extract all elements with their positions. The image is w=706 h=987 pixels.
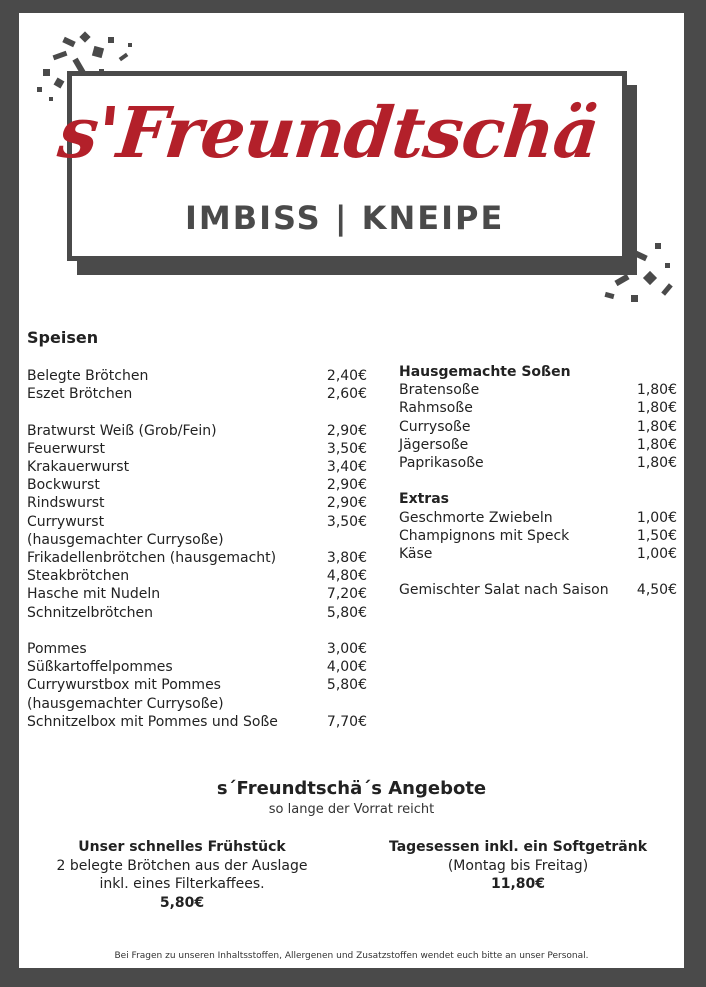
offer-breakfast	[47, 838, 317, 912]
menu-item-price: 1,00€	[636, 509, 677, 526]
menu-item-price: 7,70€	[326, 713, 367, 730]
menu-item-price: 3,80€	[326, 550, 367, 567]
menu-item-price: 4,00€	[326, 659, 367, 676]
logo-title: s'Freundtschä	[54, 91, 603, 174]
offer-daily-meal	[384, 838, 652, 894]
menu-item-name: Schnitzelbrötchen	[27, 604, 154, 621]
menu-item	[27, 513, 367, 531]
menu-item-name: Paprikasoße	[399, 455, 484, 472]
menu-item	[399, 545, 677, 563]
logo	[19, 13, 684, 323]
menu-item-name: Hasche mit Nudeln	[27, 586, 161, 603]
menu-item-price: 2,90€	[326, 477, 367, 494]
menu-item-name: Currywurst	[27, 513, 105, 530]
offer-daily-price: 11,80€	[490, 876, 546, 892]
menu-item	[27, 567, 367, 585]
menu-item	[27, 676, 367, 694]
menu-item-name: Eszet Brötchen	[27, 386, 133, 403]
menu-item-name: (hausgemachter Currysoße)	[27, 531, 224, 548]
menu-item-price: 1,80€	[636, 418, 677, 435]
menu-item-price: 2,90€	[326, 495, 367, 512]
offer-daily-line1: (Montag bis Freitag)	[447, 857, 589, 874]
menu-item-name: (hausgemachter Currysoße)	[27, 695, 224, 712]
menu-item-name: Krakauerwurst	[27, 459, 130, 475]
spacer	[399, 563, 677, 581]
menu-item	[399, 581, 677, 599]
splatter-decoration-bottom-right	[595, 233, 685, 313]
menu-item	[27, 385, 367, 403]
spacer	[27, 622, 367, 640]
allergen-footer-note: Bei Fragen zu unseren Inhaltsstoffen, Allergenen und Zusatzstoffen wendet euch bitte an unser Personal.	[114, 951, 589, 961]
menu-item	[27, 494, 367, 512]
offers-subtitle: so lange der Vorrat reicht	[268, 802, 435, 817]
menu-item	[399, 436, 677, 454]
menu-item-price: 1,80€	[636, 382, 677, 399]
menu-item-price: 1,80€	[636, 436, 677, 453]
menu-item-name: Currywurstbox mit Pommes	[27, 677, 221, 694]
menu-item-name: Steakbrötchen	[27, 568, 130, 585]
menu-item-price: 3,50€	[326, 513, 367, 530]
menu-item-price: 2,40€	[326, 368, 367, 384]
menu-item-price: 2,90€	[326, 422, 367, 439]
menu-item-name: Bratwurst Weiß (Grob/Fein)	[27, 422, 217, 439]
offer-breakfast-line1: 2 belegte Brötchen aus der Auslage	[56, 857, 308, 874]
menu-item-name: Frikadellenbrötchen (hausgemacht)	[27, 550, 277, 567]
menu-item	[27, 458, 367, 476]
menu-item	[399, 454, 677, 472]
menu-item	[399, 418, 677, 436]
menu-item-name: Gemischter Salat nach Saison	[399, 582, 609, 599]
menu-item-price: 5,80€	[326, 604, 367, 621]
menu-page	[19, 13, 684, 968]
menu-item-name: Rindswurst	[27, 495, 105, 512]
menu-item-price: 1,50€	[636, 527, 677, 544]
menu-item	[27, 713, 367, 731]
menu-item	[27, 549, 367, 567]
menu-item-price: 1,00€	[636, 546, 677, 563]
menu-item	[27, 440, 367, 458]
menu-item-price: 4,80€	[326, 568, 367, 585]
menu-item-price: 3,00€	[326, 641, 367, 658]
menu-item-price: 2,60€	[326, 386, 367, 403]
menu-item-name: Bratensoße	[399, 382, 480, 399]
menu-item	[399, 527, 677, 545]
menu-item	[27, 367, 367, 385]
menu-item-price: 7,20€	[326, 586, 367, 603]
menu-item	[27, 658, 367, 676]
logo-subtitle: IMBISS | KNEIPE	[185, 199, 505, 237]
menu-item	[27, 604, 367, 622]
menu-item-name: Schnitzelbox mit Pommes und Soße	[27, 713, 278, 730]
menu-item	[27, 695, 367, 713]
spacer	[27, 403, 367, 421]
menu-item-price: 4,50€	[636, 582, 677, 599]
menu-item-name: Pommes	[27, 641, 87, 658]
menu-item-name: Geschmorte Zwiebeln	[399, 509, 553, 526]
menu-column-left	[27, 367, 367, 731]
menu-column-right	[399, 363, 677, 600]
menu-item-price: 5,80€	[326, 677, 367, 694]
menu-subheading: Hausgemachte Soßen	[399, 364, 571, 380]
menu-item-price: 3,40€	[326, 459, 367, 475]
offer-breakfast-line2: inkl. eines Filterkaffees.	[99, 876, 265, 892]
menu-item	[27, 640, 367, 658]
menu-item	[399, 509, 677, 527]
menu-item	[27, 585, 367, 603]
menu-item-name: Currysoße	[399, 418, 471, 435]
menu-item-name: Champignons mit Speck	[399, 527, 570, 544]
spacer	[399, 472, 677, 490]
section-title-speisen: Speisen	[27, 328, 99, 347]
menu-item-price: 1,80€	[636, 455, 677, 472]
menu-item	[399, 399, 677, 417]
menu-item-name: Bockwurst	[27, 477, 100, 494]
menu-item-name: Rahmsoße	[399, 400, 473, 417]
menu-item	[27, 531, 367, 549]
offer-breakfast-title: Unser schnelles Frühstück	[78, 839, 286, 855]
offer-breakfast-price: 5,80€	[159, 894, 205, 911]
menu-item-name: Feuerwurst	[27, 440, 106, 457]
menu-item-name: Süßkartoffelpommes	[27, 659, 173, 676]
menu-subheading: Extras	[399, 491, 449, 508]
offers-title: s´Freundtschä´s Angebote	[216, 778, 487, 799]
menu-item-price: 1,80€	[636, 400, 677, 417]
menu-item-price: 3,50€	[326, 440, 367, 457]
offer-daily-title: Tagesessen inkl. ein Softgetränk	[388, 839, 648, 855]
menu-item	[27, 476, 367, 494]
menu-item	[399, 381, 677, 399]
menu-item-name: Belegte Brötchen	[27, 368, 149, 384]
menu-item-name: Käse	[399, 546, 433, 563]
menu-item-name: Jägersoße	[399, 436, 469, 453]
menu-item	[27, 422, 367, 440]
